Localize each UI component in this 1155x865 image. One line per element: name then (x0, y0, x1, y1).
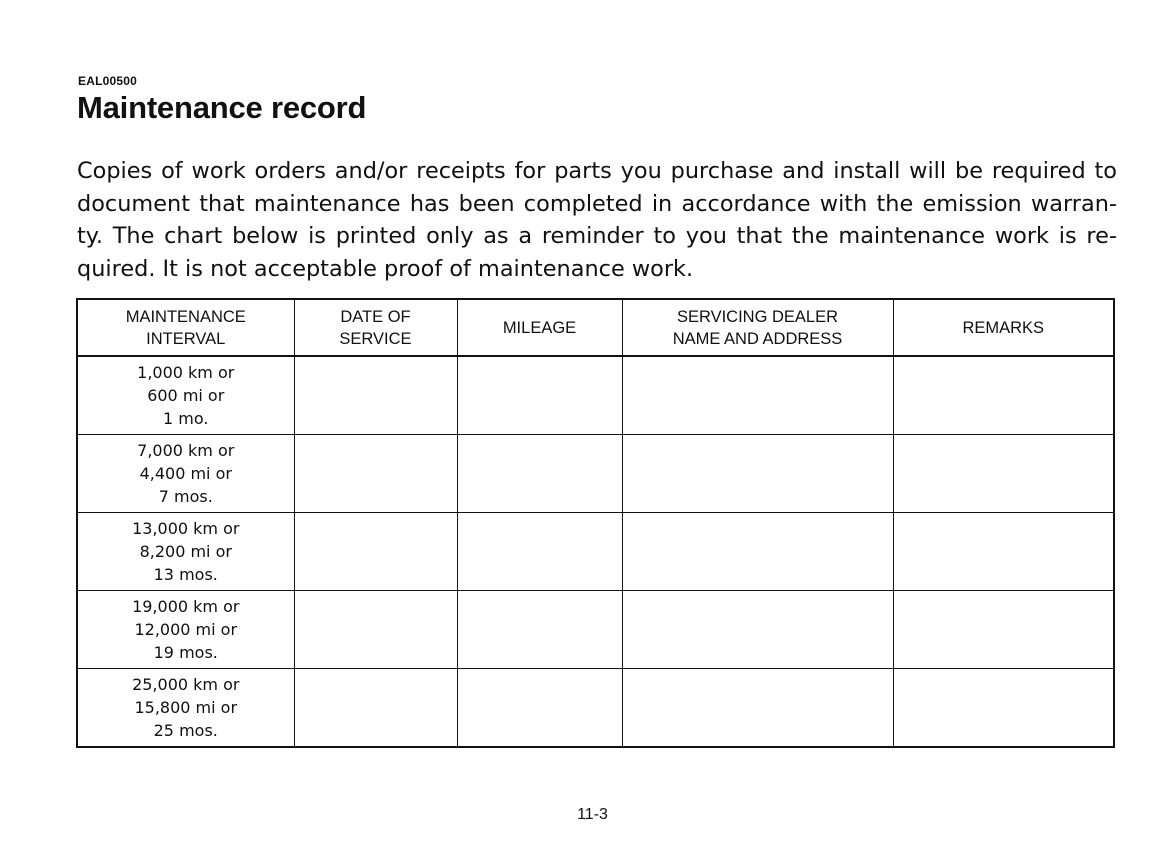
dealer-cell[interactable] (622, 669, 893, 748)
remarks-cell[interactable] (893, 356, 1114, 435)
remarks-cell[interactable] (893, 591, 1114, 669)
interval-cell: 7,000 km or 4,400 mi or 7 mos. (77, 435, 294, 513)
dealer-cell[interactable] (622, 513, 893, 591)
dealer-cell[interactable] (622, 435, 893, 513)
header-maintenance-interval: MAINTENANCE INTERVAL (77, 299, 294, 356)
mileage-cell[interactable] (457, 356, 622, 435)
interval-cell: 19,000 km or 12,000 mi or 19 mos. (77, 591, 294, 669)
dealer-cell[interactable] (622, 356, 893, 435)
date-cell[interactable] (294, 435, 457, 513)
interval-cell: 1,000 km or 600 mi or 1 mo. (77, 356, 294, 435)
date-cell[interactable] (294, 591, 457, 669)
maintenance-record-table (76, 298, 1115, 748)
date-cell[interactable] (294, 356, 457, 435)
header-mileage: MILEAGE (457, 299, 622, 356)
header-date-of-service: DATE OF SERVICE (294, 299, 457, 356)
remarks-cell[interactable] (893, 435, 1114, 513)
interval-cell: 25,000 km or 15,800 mi or 25 mos. (77, 669, 294, 748)
mileage-cell[interactable] (457, 435, 622, 513)
table-row (77, 356, 1114, 435)
remarks-cell[interactable] (893, 513, 1114, 591)
page-title: Maintenance record (77, 90, 367, 125)
table-row (77, 591, 1114, 669)
header-servicing-dealer: SERVICING DEALER NAME AND ADDRESS (622, 299, 893, 356)
mileage-cell[interactable] (457, 669, 622, 748)
header-remarks: REMARKS (893, 299, 1114, 356)
intro-paragraph: Copies of work orders and/or receipts for parts you purchase and install will be required to document that maintenance has been completed in accordance with the emission warran-ty. The chart below is printed only as a reminder to you that the maintenance work is re-quired. It is not acceptable proof of maintenance work. (77, 158, 1117, 282)
dealer-cell[interactable] (622, 591, 893, 669)
table-row (77, 435, 1114, 513)
table-row (77, 513, 1114, 591)
document-code: EAL00500 (78, 74, 137, 88)
mileage-cell[interactable] (457, 513, 622, 591)
page-number: 11-3 (577, 806, 608, 823)
date-cell[interactable] (294, 669, 457, 748)
interval-cell: 13,000 km or 8,200 mi or 13 mos. (77, 513, 294, 591)
table-row (77, 669, 1114, 748)
remarks-cell[interactable] (893, 669, 1114, 748)
date-cell[interactable] (294, 513, 457, 591)
header-row (77, 299, 1114, 356)
mileage-cell[interactable] (457, 591, 622, 669)
